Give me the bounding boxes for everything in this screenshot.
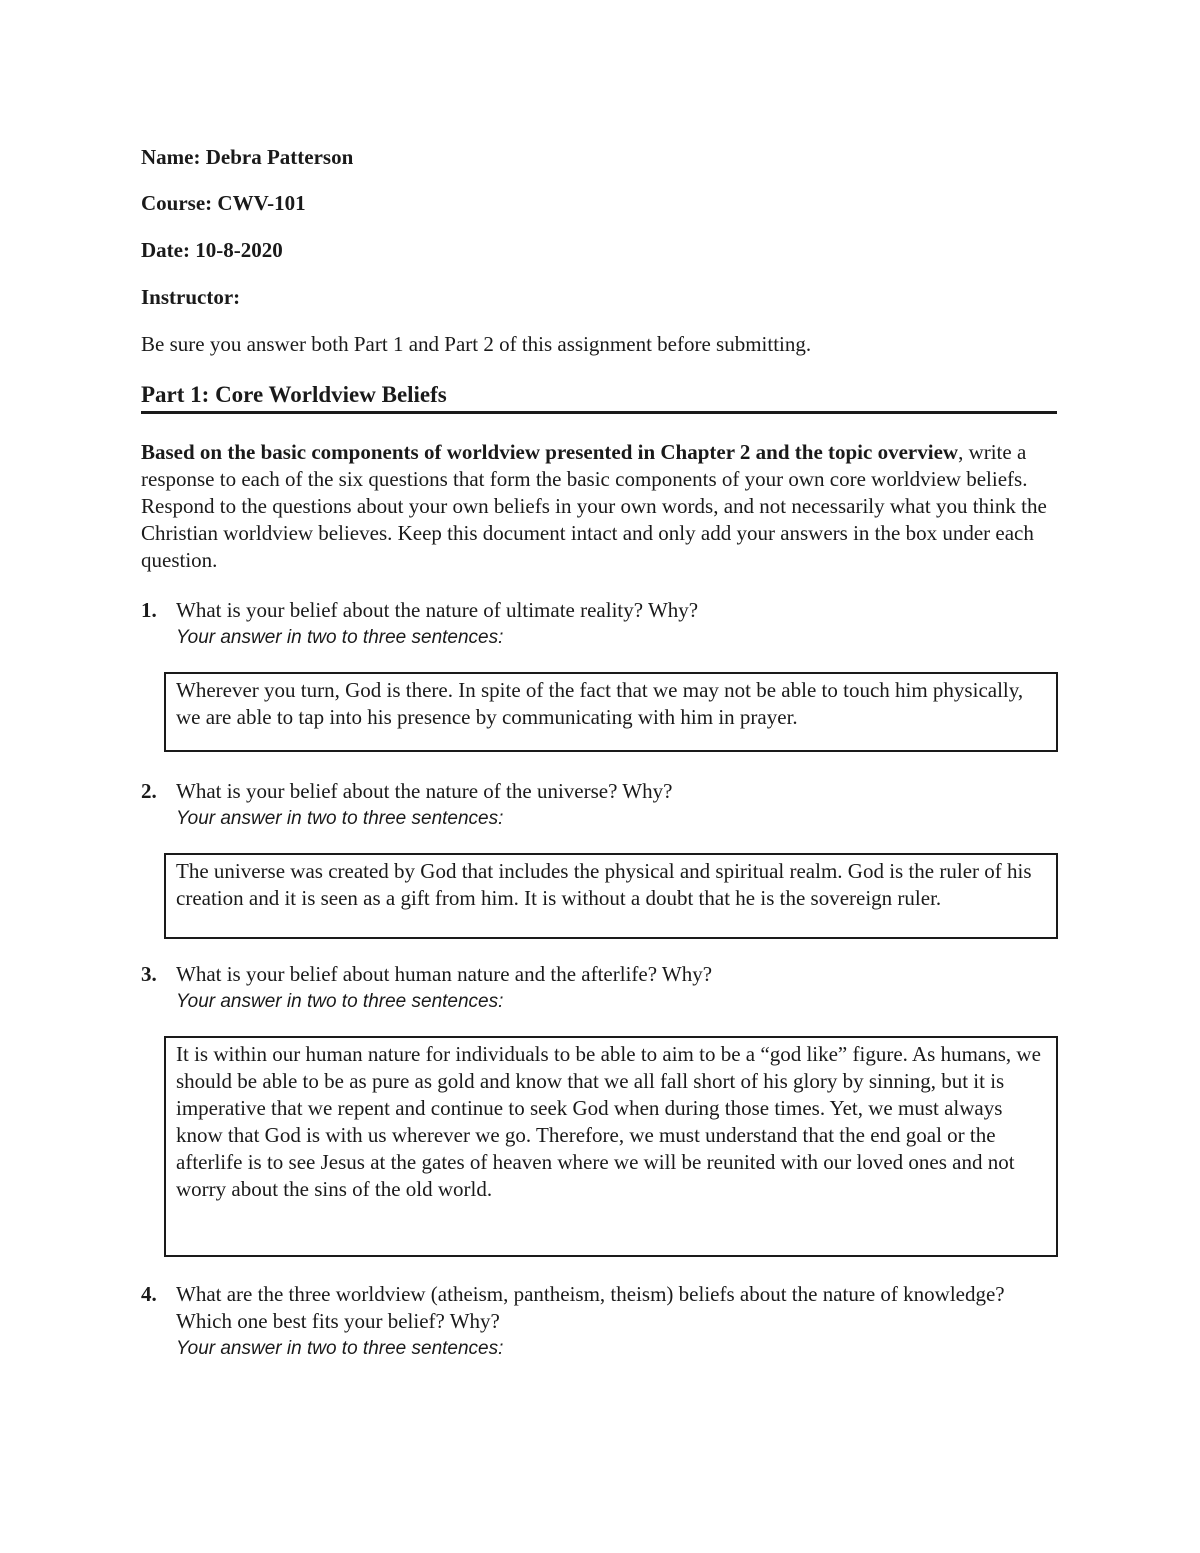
- date-line: [141, 237, 283, 263]
- question-text: What is your belief about the nature of the universe? Why?: [176, 779, 673, 803]
- name-value: Debra Patterson: [205, 145, 354, 169]
- name-label: Name:: [141, 145, 201, 169]
- question-text: What is your belief about the nature of ultimate reality? Why?: [176, 598, 699, 622]
- course-label: Course:: [141, 191, 213, 215]
- intro-lead: Based on the basic components of worldview presented in Chapter 2 and the topic overview: [141, 440, 959, 464]
- question-number: 2.: [141, 779, 157, 803]
- intro-rest: , write a response to each of the six questions that form the basic components of your own core worldview beliefs. Respond to the questions about your own beliefs in your own words, and not necessarily what you think the Christian worldview believes. Keep this document intact and only add your answers in the box under each question.: [141, 440, 1047, 572]
- course-value: CWV-101: [217, 191, 306, 215]
- question-number: 1.: [141, 598, 157, 622]
- question-1: [141, 597, 1041, 651]
- part-1-intro: [141, 439, 1061, 574]
- answer-prompt: Your answer in two to three sentences:: [176, 808, 504, 829]
- question-text: What is your belief about human nature and the afterlife? Why?: [176, 962, 713, 986]
- question-number: 4.: [141, 1282, 157, 1306]
- question-4: [141, 1281, 1041, 1362]
- submission-instruction: Be sure you answer both Part 1 and Part 2 of this assignment before submitting.: [141, 332, 812, 356]
- question-3: [141, 961, 1041, 1015]
- part-1-heading: Part 1: Core Worldview Beliefs: [141, 381, 1057, 414]
- date-label: Date:: [141, 238, 190, 262]
- answer-prompt: Your answer in two to three sentences:: [176, 1338, 504, 1359]
- answer-prompt: Your answer in two to three sentences:: [176, 991, 504, 1012]
- answer-box-2[interactable]: The universe was created by God that includes the physical and spiritual realm. God is the ruler of his creation and it is seen as a gift from him. It is without a doubt that he is the sovereign ruler.: [164, 853, 1058, 939]
- question-text: What are the three worldview (atheism, pantheism, theism) beliefs about the nature of knowledge? Which one best fits your belief? Why?: [176, 1282, 1005, 1333]
- answer-box-3[interactable]: It is within our human nature for individuals to be able to aim to be a “god like” figure. As humans, we should be able to be as pure as gold and know that we all fall short of his glory by sinning, but it is imperative that we repent and continue to seek God when during those times. Yet, we must always know that God is with us wherever we go. Therefore, we must understand that the end goal or the afterlife is to see Jesus at the gates of heaven where we will be reunited with our loved ones and not worry about the sins of the old world.: [164, 1036, 1058, 1257]
- name-line: [141, 144, 353, 170]
- answer-prompt: Your answer in two to three sentences:: [176, 627, 504, 648]
- course-line: [141, 190, 306, 216]
- date-value: 10-8-2020: [195, 238, 283, 262]
- answer-box-1[interactable]: Wherever you turn, God is there. In spite of the fact that we may not be able to touch him physically, we are able to tap into his presence by communicating with him in prayer.: [164, 672, 1058, 752]
- question-2: [141, 778, 1041, 832]
- instructor-label: Instructor:: [141, 285, 241, 309]
- instructor-line: [141, 284, 240, 310]
- question-number: 3.: [141, 962, 157, 986]
